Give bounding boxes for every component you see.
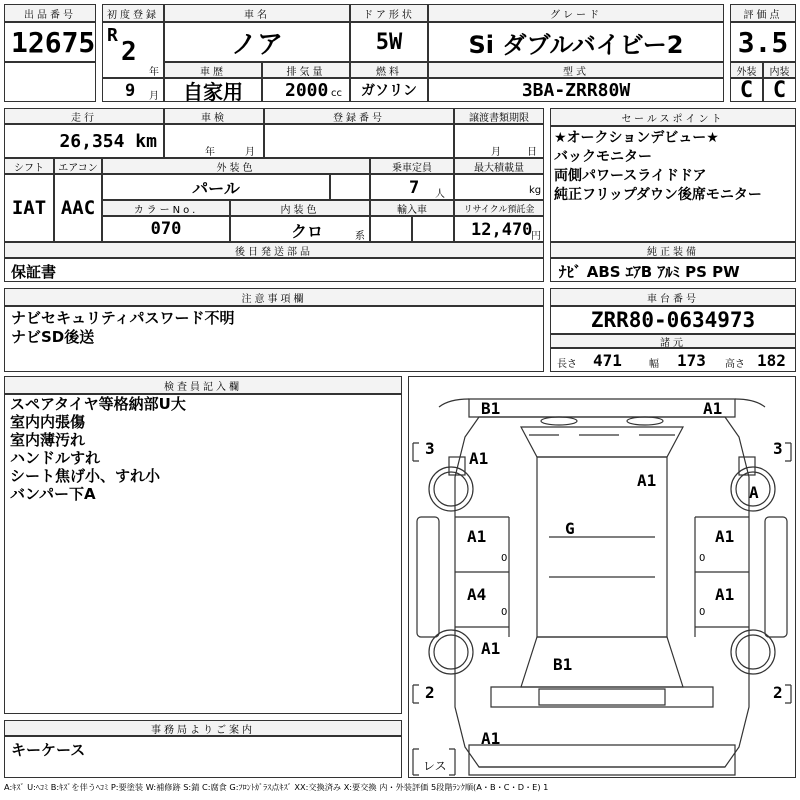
exterior-grade: C [730,78,763,102]
mark-wheel-fr: A [749,483,759,502]
mark-front-left: B1 [481,399,501,418]
sales-point-item: 両側パワースライドドア [554,168,707,184]
max-load-cell [454,174,544,200]
reg-no [264,124,454,158]
exterior-color: パール [102,174,330,200]
inspector-label: 検査員記入欄 [4,376,402,394]
history: 自家用 [164,78,262,102]
first-reg-year: 2 [121,37,137,67]
int-color-label: 内装色 [230,200,370,216]
fuel: ガソリン [350,78,428,102]
mark-door-small: 0 [699,553,706,564]
color-no: 070 [102,216,230,242]
first-reg-month-cell [102,78,164,102]
office-label: 事務局よりご案内 [4,720,402,736]
sales-points-label: セールスポイント [550,108,796,126]
eval-label: 評価点 [730,4,796,22]
grade-label: グレード [428,4,724,22]
recycle-cell [454,216,544,242]
grade: Si ダブルバイビー2 [428,22,724,62]
width: 173 [677,351,706,370]
mark-less: レス [423,759,447,773]
mileage-label: 走行 [4,108,164,124]
lot-number: 12675 [4,22,96,62]
first-reg-label: 初度登録 [102,4,164,22]
sales-point-item: ★オークションデビュー★ [554,130,719,146]
fuel-label: 燃料 [350,62,428,78]
shift-label: シフト [4,158,54,174]
color-no-label: カラーNo. [102,200,230,216]
mark-tire-rl: 2 [425,683,435,702]
interior-color: クロ [291,222,324,241]
ac-label: エアコン [54,158,102,174]
front-bumper-shape [469,399,735,417]
transfer-month-unit: 月 [491,147,501,158]
history-label: 車歴 [164,62,262,78]
dims-cell [550,348,796,372]
recycle-fee: 12,470 [471,220,533,240]
mark-glass: G [565,519,575,538]
transfer-day-unit: 日 [527,147,537,158]
import-cell-2 [412,216,454,242]
inspector-item: スペアタイヤ等格納部U大 [10,395,186,413]
color-label: 外装色 [102,158,370,174]
sales-point-item: 純正フリップダウン後席モニター [554,187,762,203]
capacity: 7 [409,178,420,198]
windshield-shape [521,427,683,457]
inspection-cell [164,124,264,158]
mark-roof: A1 [637,471,657,490]
equipment-label: 純正装備 [550,242,796,258]
transfer-cell [454,124,544,158]
later-parts: 保証書 [4,258,544,282]
body-shape [455,417,749,767]
import-cell-1 [370,216,412,242]
color-blank [330,174,370,200]
rear-glass-shape [521,637,683,687]
mark-fender-fl: A1 [469,449,489,468]
interior-grade: C [763,78,796,102]
sales-points-list [550,126,796,242]
mark-door-small: 0 [501,607,508,618]
mark-front-right: A1 [703,399,723,418]
inspection-month-unit: 月 [245,147,255,158]
mark-tire-fl: 3 [425,439,435,458]
displacement-cell [262,78,350,102]
notes-label: 注意事項欄 [4,288,544,306]
inspector-notes [4,394,402,714]
inspector-item: バンパー下A [10,485,96,503]
transfer-label: 譲渡書類期限 [454,108,544,124]
model: 3BA-ZRR80W [428,78,724,102]
recycle-unit: 円 [531,231,541,242]
chassis-number: ZRR80-0634973 [550,306,796,334]
inspection-label: 車検 [164,108,264,124]
mark-tire-fr: 3 [773,439,783,458]
interior-label: 内装 [763,62,796,78]
capacity-unit: 人 [435,189,445,200]
car-outline [409,377,795,777]
lot-label: 出品番号 [4,4,96,22]
length: 471 [593,351,622,370]
damage-diagram [408,376,796,778]
rear-bumper-shape [469,745,735,775]
eval-score: 3.5 [730,22,796,62]
capacity-label: 乗車定員 [370,158,454,174]
inspection-year-unit: 年 [205,147,215,158]
note-item: ナビSD後送 [11,328,95,346]
inspector-item: ハンドルすれ [10,449,101,467]
mark-rear-door-l: A4 [467,585,487,604]
sales-point-item: バックモニター [554,149,652,165]
mark-door-small: 0 [501,553,508,564]
recycle-label: リサイクル預託金 [454,200,544,216]
air-conditioner: AAC [54,174,102,242]
int-color-unit: 系 [355,231,365,242]
first-reg-month: 9 [125,81,136,101]
max-load-unit: kg [529,185,542,196]
equipment: ﾅﾋﾞ ABS ｴｱB ｱﾙﾐ PS PW [550,258,796,282]
max-load-label: 最大積載量 [454,158,544,174]
inspector-item: シート焦げ小、すれ小 [10,467,161,485]
capacity-cell [370,174,454,200]
month-unit: 月 [149,91,159,102]
mark-bumper-rear: A1 [481,729,501,748]
mark-front-door-l: A1 [467,527,487,546]
displacement-unit: cc [331,88,342,99]
width-label: 幅 [649,359,659,370]
model-label: 型式 [428,62,724,78]
mark-tire-rr: 2 [773,683,783,702]
inspector-item: 室内薄汚れ [10,431,86,449]
lot-blank [4,62,96,102]
mark-rear-glass: B1 [553,655,573,674]
chassis-label: 車台番号 [550,288,796,306]
mark-rear-door-r: A1 [715,585,735,604]
legend: A:ｷｽﾞ U:ﾍｺﾐ B:ｷｽﾞを伴うﾍｺﾐ P:要塗装 W:補修跡 S:錆 C:腐食 G:ﾌﾛﾝﾄｶﾞﾗｽ点ｷｽﾞ XX:交換済み X:要交換 内・外装評価 5段階ﾗﾝｸ順(A・B・C・D・E) 1 [4,782,549,792]
car-name-label: 車名 [164,4,350,22]
note-item: ナビセキュリティパスワード不明 [11,309,235,327]
office-text: キーケース [4,736,402,778]
height-label: 高さ [725,359,745,370]
mark-quarter-l: A1 [481,639,501,658]
notes-list [4,306,544,372]
car-name: ノア [164,22,350,62]
dims-label: 諸元 [550,334,796,348]
year-unit: 年 [149,67,159,78]
door-type: 5W [350,22,428,62]
shift: IAT [4,174,54,242]
exterior-label: 外装 [730,62,763,78]
mileage: 26,354 km [4,124,164,158]
displacement-label: 排気量 [262,62,350,78]
first-reg-cell [102,22,164,78]
later-parts-label: 後日発送部品 [4,242,544,258]
import-label: 輸入車 [370,200,454,216]
mark-door-small: 0 [699,607,706,618]
length-label: 長さ [557,359,577,370]
reg-no-label: 登録番号 [264,108,454,124]
mark-front-door-r: A1 [715,527,735,546]
inspector-item: 室内内張傷 [10,413,86,431]
height: 182 [757,351,786,370]
displacement: 2000 [285,80,329,101]
door-label: ドア形状 [350,4,428,22]
era: R [107,25,118,46]
int-color-cell [230,216,370,242]
